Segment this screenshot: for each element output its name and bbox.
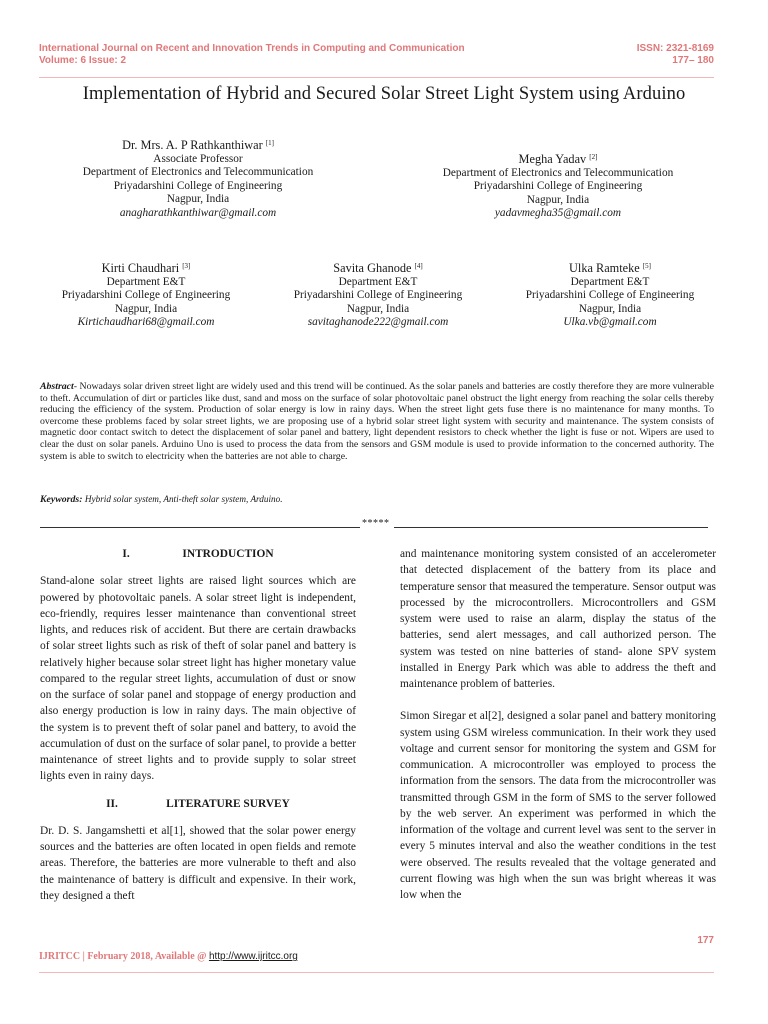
author-affiliation: Priyadarshini College of Engineering bbox=[473, 180, 643, 192]
author-affiliation: Associate Professor bbox=[153, 152, 243, 165]
literature-paragraph-continued: and maintenance monitoring system consisted of an accelerometer that detected displacement of the battery from its place and temperature sensor that measured the temperature. Sensor output was processed by the microcontrollers. Microcontrollers and GSM system were used to raise an alarm, display the status of the batteries, send alert messages, and call authorized person. The system was tested on nine batteries of stand- alone SPV system installed in Energy Park which was able to address the theft and maintenance problem of batteries. bbox=[400, 548, 716, 690]
author-4 bbox=[262, 260, 494, 330]
footer bbox=[39, 951, 298, 962]
author-affiliation: Nagpur, India bbox=[526, 193, 590, 206]
author-1 bbox=[40, 137, 356, 220]
intro-paragraph: Stand-alone solar street lights are raised light sources which are powered by photovoltaic panels. A solar street light is independent, eco-friendly, requires lesser maintenance than conventional street lights, and reduces risk of accident. But there are certain drawbacks of solar street lights such as risk of theft of solar panel and battery is relatively higher because solar street light has higher monetary value compared to the regular street lights, accumulation of dust or snow on the surface of solar panel and stoppage of energy production and also energy production is low in rainy days. The main objective of the system is to prevent theft of solar panel and battery, to avoid the accumulation of dust on the surface of solar panel, to provide a better maintenance of street lights and to provide supply to solar street lights even in rainy days. bbox=[40, 575, 356, 783]
author-affiliation: Nagpur, India bbox=[114, 302, 178, 315]
abstract-label: Abstract bbox=[40, 381, 74, 392]
author-name: Megha Yadav bbox=[518, 152, 587, 166]
footer-rule bbox=[39, 972, 714, 973]
author-ref: [5] bbox=[642, 262, 651, 270]
author-affiliation: Nagpur, India bbox=[166, 193, 230, 205]
author-affiliation: Department E&T bbox=[338, 275, 418, 288]
author-affiliation: Department of Electronics and Telecommunication bbox=[442, 166, 674, 179]
author-email[interactable]: Kirtichaudhari68@gmail.com bbox=[77, 316, 215, 328]
author-affiliation: Department E&T bbox=[570, 275, 650, 288]
author-affiliation: Priyadarshini College of Engineering bbox=[293, 289, 463, 301]
page-number: 177 bbox=[697, 935, 714, 946]
page-range: 177– 180 bbox=[672, 55, 714, 66]
author-name: Ulka Ramteke bbox=[569, 261, 640, 275]
section-heading-literature-survey: II. LITERATURE SURVEY bbox=[106, 797, 290, 810]
author-email[interactable]: yadavmegha35@gmail.com bbox=[494, 207, 622, 219]
keywords-text: Hybrid solar system, Anti-theft solar system, Arduino. bbox=[84, 494, 283, 504]
keywords bbox=[40, 494, 283, 505]
journal-name: International Journal on Recent and Innovation Trends in Computing and Communication bbox=[39, 43, 465, 54]
author-ref: [2] bbox=[589, 153, 598, 161]
author-affiliation: Nagpur, India bbox=[578, 302, 642, 315]
author-name: Savita Ghanode bbox=[333, 261, 412, 275]
volume-issue: Volume: 6 Issue: 2 bbox=[39, 55, 127, 66]
author-affiliation: Priyadarshini College of Engineering bbox=[113, 179, 283, 192]
author-5 bbox=[494, 260, 726, 330]
paper-title: Implementation of Hybrid and Secured Solar Street Light System using Arduino bbox=[82, 84, 686, 104]
author-email[interactable]: Ulka.vb@gmail.com bbox=[563, 316, 657, 328]
author-2 bbox=[400, 151, 716, 221]
author-name: Dr. Mrs. A. P Rathkanthiwar bbox=[122, 138, 263, 152]
header-rule bbox=[39, 77, 714, 78]
author-ref: [4] bbox=[414, 262, 423, 270]
author-affiliation: Priyadarshini College of Engineering bbox=[525, 289, 695, 301]
abstract-text: - Nowadays solar driven street light are widely used and this trend will be continued. As the solar panels and batteries are costly therefore they are more vulnerable to theft. Accumulation of dirt or particles like dust, sand and moss on the surface of solar photovoltaic panel obstruct the light energy from reaching the solar cells thereby reducing the efficiency of the system. Production of solar energy is low in rainy days. When the street light gets fuse there is no maintenance for many months. To overcome these problems faced by solar street lights, we are proposing use of a hybrid solar street light system with security and maintenance. The system consists of magnetic door contact switch to detect the displacement of solar panel and battery, light dependent resistors to check whether the light is fuse or not. Wipers are used to clear the dust on solar panels. Arduino Uno is used to process the data from the sensors and GSM module is used to provide information to the concerned authority. The system is able to switch to electricity when the batteries are not able to charge. bbox=[40, 381, 714, 462]
author-3 bbox=[30, 260, 262, 330]
author-affiliation: Department of Electronics and Telecommunication bbox=[82, 166, 314, 178]
author-affiliation: Department E&T bbox=[106, 275, 186, 288]
author-affiliation: Priyadarshini College of Engineering bbox=[61, 289, 231, 301]
right-column bbox=[400, 546, 716, 903]
author-ref: [1] bbox=[265, 139, 274, 147]
separator-stars: ***** bbox=[362, 518, 390, 529]
author-email[interactable]: savitaghanode222@gmail.com bbox=[307, 316, 449, 328]
footer-text: IJRITCC | February 2018, Available @ bbox=[39, 951, 209, 962]
author-affiliation: Nagpur, India bbox=[346, 302, 410, 315]
author-name: Kirti Chaudhari bbox=[101, 261, 180, 275]
section-heading-introduction: I. INTRODUCTION bbox=[122, 548, 274, 560]
separator-rule-left bbox=[40, 527, 360, 528]
abstract bbox=[40, 381, 714, 462]
author-email[interactable]: anagharathkanthiwar@gmail.com bbox=[119, 206, 277, 219]
journal-website-link[interactable]: http://www.ijritcc.org bbox=[208, 951, 298, 962]
literature-paragraph: Dr. D. S. Jangamshetti et al[1], showed that the solar power energy sources and the batteries are often located in open fields and remote areas. Therefore, the batteries are more vulnerable to theft and also the maintenance of battery is difficult and expensive. In their work, they designed a theft bbox=[40, 824, 356, 902]
issn: ISSN: 2321-8169 bbox=[636, 43, 714, 54]
keywords-label: Keywords: bbox=[40, 494, 83, 505]
literature-paragraph-2: Simon Siregar et al[2], designed a solar panel and battery monitoring system using GSM wireless communication. In their work they used voltage and current sensor for monitoring the system and GSM for communication. A microcontroller was employed to process the information from the sensors. The data from the microcontroller was transmitted through GSM in the form of SMS to the server followed by the web server. An experiment was performed in which the information of the voltage and current level was sent to the server in every 5 minutes interval and also the weather conditions in the test were observed. The results revealed that the voltage generated and current flowing was high when the sun was bright whereas it was low when the bbox=[400, 710, 716, 901]
separator-rule-right bbox=[394, 527, 708, 528]
author-ref: [3] bbox=[182, 262, 191, 270]
left-column bbox=[40, 546, 356, 904]
